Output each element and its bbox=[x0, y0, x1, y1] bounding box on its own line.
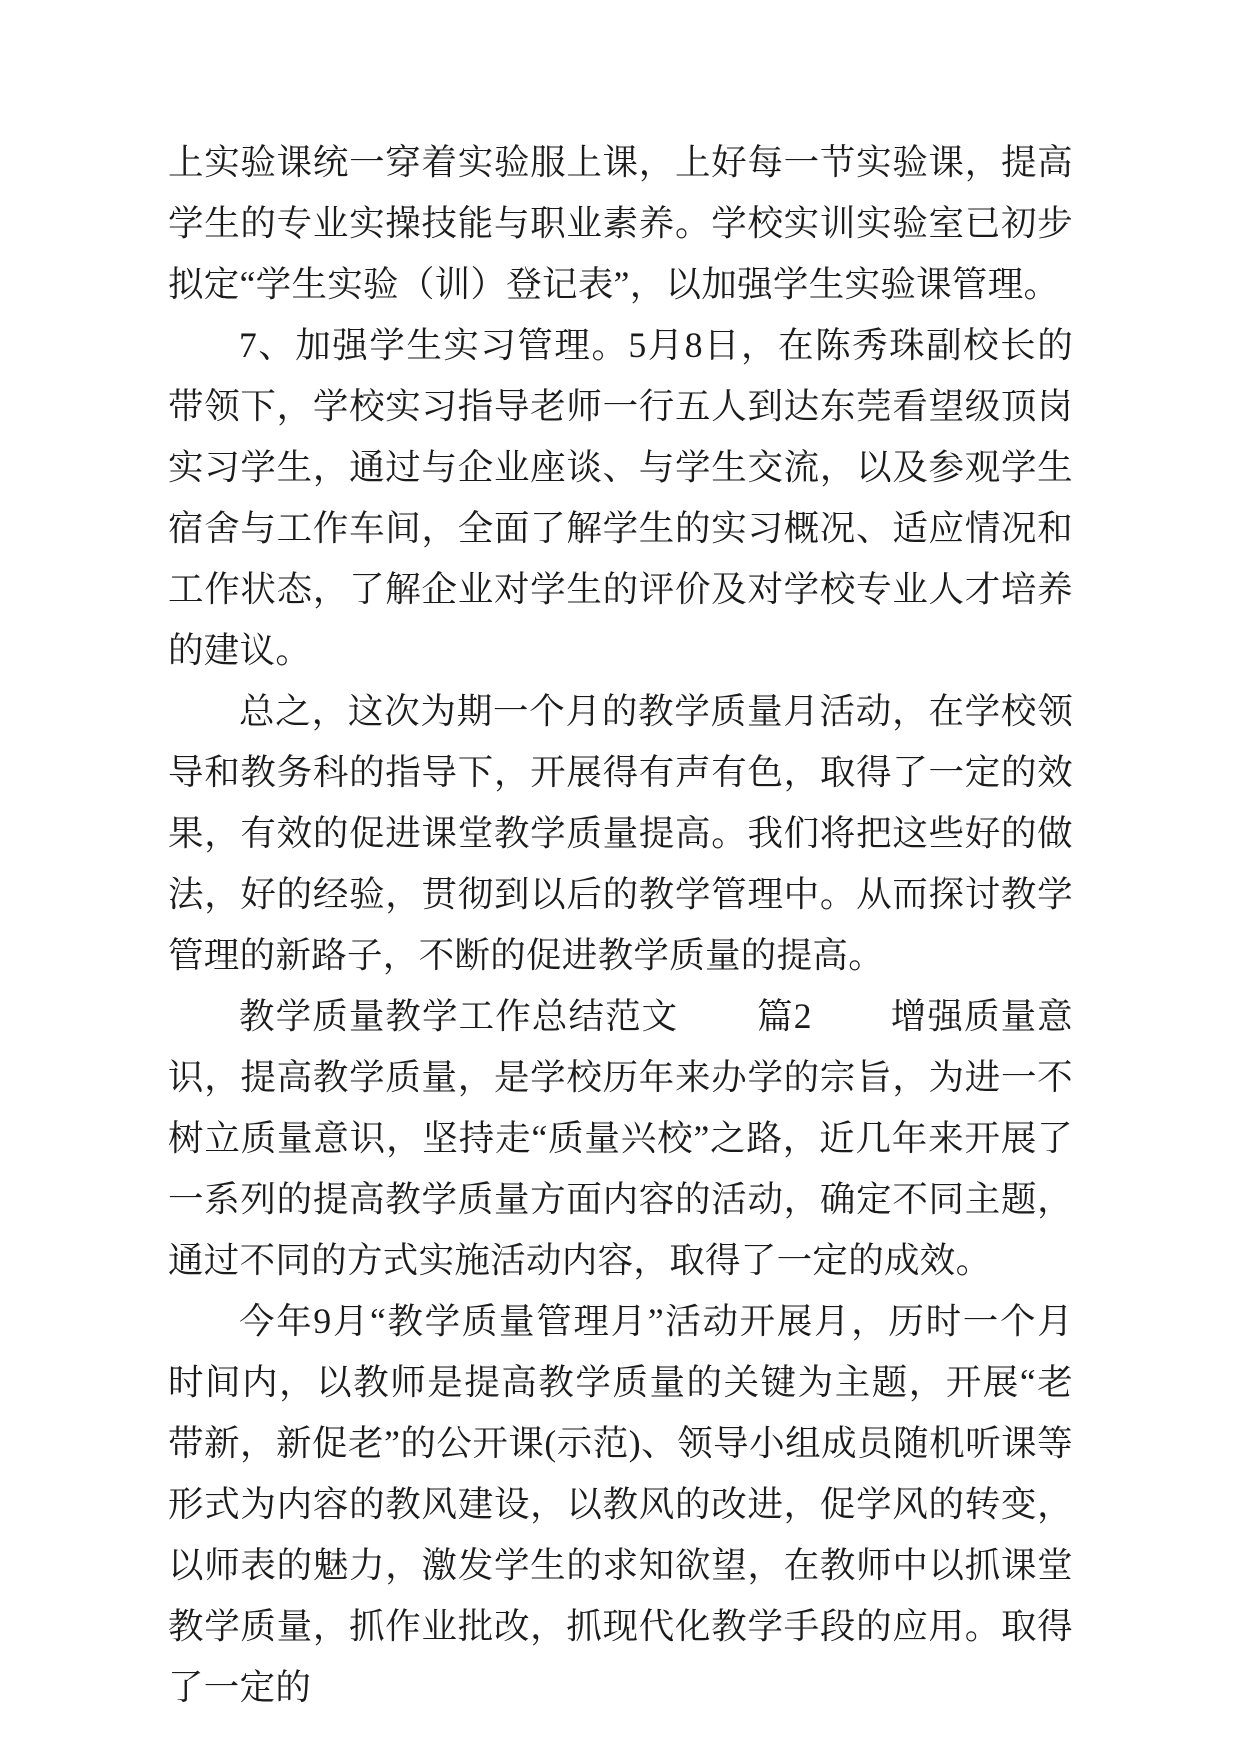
paragraph-2: 7、加强学生实习管理。5月8日，在陈秀珠副校长的带领下，学校实习指导老师一行五人到达东莞看望级顶岗实习学生，通过与企业座谈、与学生交流，以及参观学生宿舍与工作车间，全面了解学生的实习概况、适应情况和工作状态，了解企业对学生的评价及对学校专业人才培养的建议。 bbox=[168, 325, 1073, 670]
paragraph-4-text: 增强质量意识，提高教学质量，是学校历年来办学的宗旨，为进一不树立质量意识，坚持走“质量兴校”之路，近几年来开展了一系列的提高教学质量方面内容的活动，确定不同主题，通过不同的方式实施活动内容，取得了一定的成效。 bbox=[168, 996, 1073, 1280]
section-heading-label: 教学质量教学工作总结范文 bbox=[239, 996, 679, 1036]
paragraph-4 bbox=[168, 986, 1073, 1291]
section-heading-number: 篇2 bbox=[756, 996, 812, 1036]
document-body bbox=[168, 132, 1073, 1718]
paragraph-5: 今年9月“教学质量管理月”活动开展月，历时一个月时间内，以教师是提高教学质量的关键为主题，开展“老带新，新促老”的公开课(示范)、领导小组成员随机听课等形式为内容的教风建设，以教风的改进，促学风的转变，以师表的魅力，激发学生的求知欲望，在教师中以抓课堂教学质量，抓作业批改，抓现代化教学手段的应用。取得了一定的 bbox=[168, 1301, 1073, 1707]
paragraph-3: 总之，这次为期一个月的教学质量月活动，在学校领导和教务科的指导下，开展得有声有色，取得了一定的效果，有效的促进课堂教学质量提高。我们将把这些好的做法，好的经验，贯彻到以后的教学管理中。从而探讨教学管理的新路子，不断的促进教学质量的提高。 bbox=[168, 691, 1073, 975]
paragraph-1: 上实验课统一穿着实验服上课，上好每一节实验课，提高学生的专业实操技能与职业素养。学校实训实验室已初步拟定“学生实验（训）登记表”，以加强学生实验课管理。 bbox=[168, 142, 1073, 304]
